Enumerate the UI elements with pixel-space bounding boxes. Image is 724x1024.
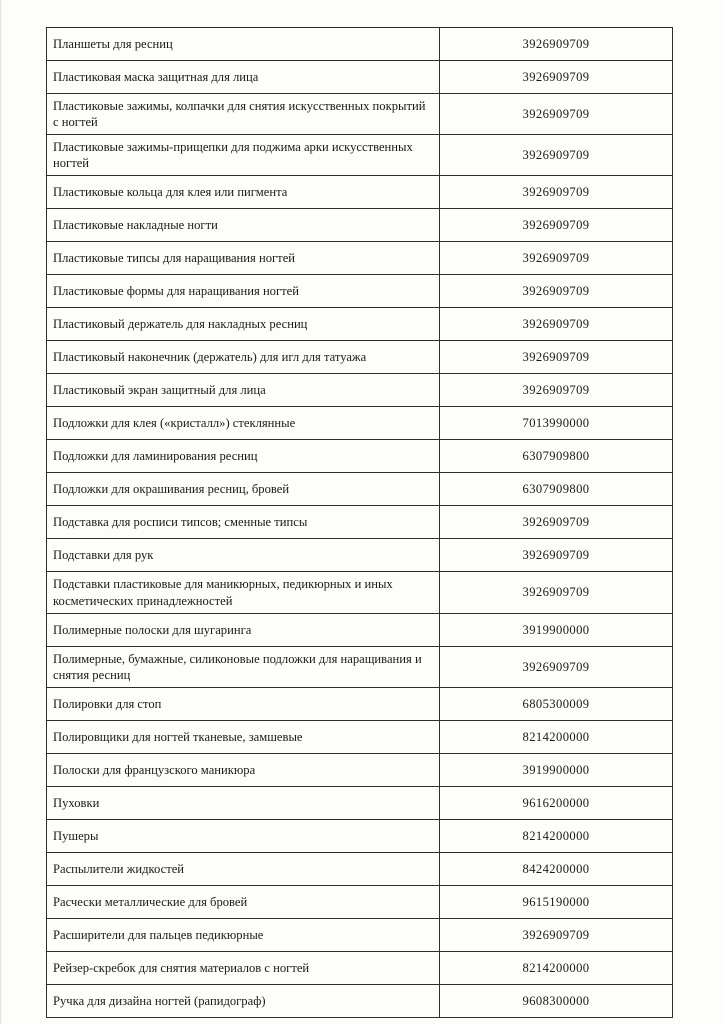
table-row xyxy=(47,786,673,819)
table-row xyxy=(47,242,673,275)
table-row xyxy=(47,135,673,176)
hs-code-cell: 3926909709 xyxy=(440,242,673,275)
product-name-cell: Подставки для рук xyxy=(47,539,440,572)
hs-code-cell: 3926909709 xyxy=(440,275,673,308)
product-name-cell: Распылители жидкостей xyxy=(47,852,440,885)
product-name-cell: Ручка для дизайна ногтей (рапидограф) xyxy=(47,984,440,1017)
hs-code-cell: 9615190000 xyxy=(440,885,673,918)
table-body xyxy=(47,28,673,1018)
table-row xyxy=(47,94,673,135)
hs-code-cell: 6307909800 xyxy=(440,473,673,506)
table-row xyxy=(47,473,673,506)
hs-code-cell: 3926909709 xyxy=(440,506,673,539)
hs-code-cell: 3926909709 xyxy=(440,209,673,242)
product-name-cell: Подставки пластиковые для маникюрных, педикюрных и иных косметических принадлежностей xyxy=(47,572,440,613)
hs-code-cell: 7013990000 xyxy=(440,407,673,440)
hs-code-cell: 3926909709 xyxy=(440,374,673,407)
table-row xyxy=(47,852,673,885)
table-row xyxy=(47,407,673,440)
product-name-cell: Пуховки xyxy=(47,786,440,819)
product-name-cell: Подложки для окрашивания ресниц, бровей xyxy=(47,473,440,506)
hs-code-cell: 6307909800 xyxy=(440,440,673,473)
product-name-cell: Подставка для росписи типсов; сменные типсы xyxy=(47,506,440,539)
table-row xyxy=(47,341,673,374)
hs-code-cell: 3926909709 xyxy=(440,308,673,341)
product-name-cell: Пластиковый держатель для накладных ресниц xyxy=(47,308,440,341)
table-row xyxy=(47,506,673,539)
hs-code-cell: 3926909709 xyxy=(440,341,673,374)
hs-code-cell: 9616200000 xyxy=(440,786,673,819)
product-name-cell: Полировщики для ногтей тканевые, замшевые xyxy=(47,720,440,753)
hs-code-cell: 3926909709 xyxy=(440,176,673,209)
product-name-cell: Рейзер-скребок для снятия материалов с ногтей xyxy=(47,951,440,984)
hs-code-cell: 8214200000 xyxy=(440,951,673,984)
hs-code-cell: 8214200000 xyxy=(440,819,673,852)
product-name-cell: Пластиковые типсы для наращивания ногтей xyxy=(47,242,440,275)
product-name-cell: Расширители для пальцев педикюрные xyxy=(47,918,440,951)
hs-code-cell: 3926909709 xyxy=(440,572,673,613)
hs-code-cell: 3919900000 xyxy=(440,753,673,786)
table-row xyxy=(47,646,673,687)
table-row xyxy=(47,885,673,918)
table-row xyxy=(47,374,673,407)
table-row xyxy=(47,209,673,242)
table-row xyxy=(47,720,673,753)
table-row xyxy=(47,440,673,473)
hs-code-cell: 8424200000 xyxy=(440,852,673,885)
table-row xyxy=(47,753,673,786)
scan-edge-artifact xyxy=(0,0,2,1024)
product-name-cell: Подложки для ламинирования ресниц xyxy=(47,440,440,473)
product-name-cell: Пушеры xyxy=(47,819,440,852)
hs-code-cell: 3926909709 xyxy=(440,539,673,572)
table-row xyxy=(47,539,673,572)
product-name-cell: Подложки для клея («кристалл») стеклянные xyxy=(47,407,440,440)
hs-code-cell: 3926909709 xyxy=(440,646,673,687)
table-row xyxy=(47,984,673,1017)
product-name-cell: Пластиковые зажимы, колпачки для снятия искусственных покрытий с ногтей xyxy=(47,94,440,135)
hs-code-cell: 3926909709 xyxy=(440,28,673,61)
product-name-cell: Пластиковые формы для наращивания ногтей xyxy=(47,275,440,308)
product-name-cell: Полимерные полоски для шугаринга xyxy=(47,613,440,646)
product-name-cell: Пластиковые кольца для клея или пигмента xyxy=(47,176,440,209)
product-name-cell: Расчески металлические для бровей xyxy=(47,885,440,918)
product-name-cell: Пластиковые зажимы-прищепки для поджима арки искусственных ногтей xyxy=(47,135,440,176)
table-row xyxy=(47,687,673,720)
hs-code-cell: 3926909709 xyxy=(440,94,673,135)
table-row xyxy=(47,613,673,646)
table-row xyxy=(47,308,673,341)
hs-code-cell: 8214200000 xyxy=(440,720,673,753)
table-row xyxy=(47,275,673,308)
table-row xyxy=(47,572,673,613)
hs-code-cell: 3926909709 xyxy=(440,135,673,176)
product-name-cell: Полировки для стоп xyxy=(47,687,440,720)
hs-code-cell: 9608300000 xyxy=(440,984,673,1017)
product-name-cell: Пластиковые накладные ногти xyxy=(47,209,440,242)
product-name-cell: Полимерные, бумажные, силиконовые подложки для наращивания и снятия ресниц xyxy=(47,646,440,687)
table-row xyxy=(47,819,673,852)
table-row xyxy=(47,28,673,61)
product-name-cell: Пластиковый экран защитный для лица xyxy=(47,374,440,407)
product-name-cell: Планшеты для ресниц xyxy=(47,28,440,61)
table-row xyxy=(47,176,673,209)
hs-code-cell: 3926909709 xyxy=(440,61,673,94)
product-name-cell: Пластиковая маска защитная для лица xyxy=(47,61,440,94)
hs-code-cell: 3919900000 xyxy=(440,613,673,646)
hs-code-cell: 3926909709 xyxy=(440,918,673,951)
product-name-cell: Полоски для французского маникюра xyxy=(47,753,440,786)
table-row xyxy=(47,918,673,951)
product-hs-code-table xyxy=(46,27,673,1018)
table-row xyxy=(47,951,673,984)
product-name-cell: Пластиковый наконечник (держатель) для игл для татуажа xyxy=(47,341,440,374)
table-row xyxy=(47,61,673,94)
hs-code-cell: 6805300009 xyxy=(440,687,673,720)
